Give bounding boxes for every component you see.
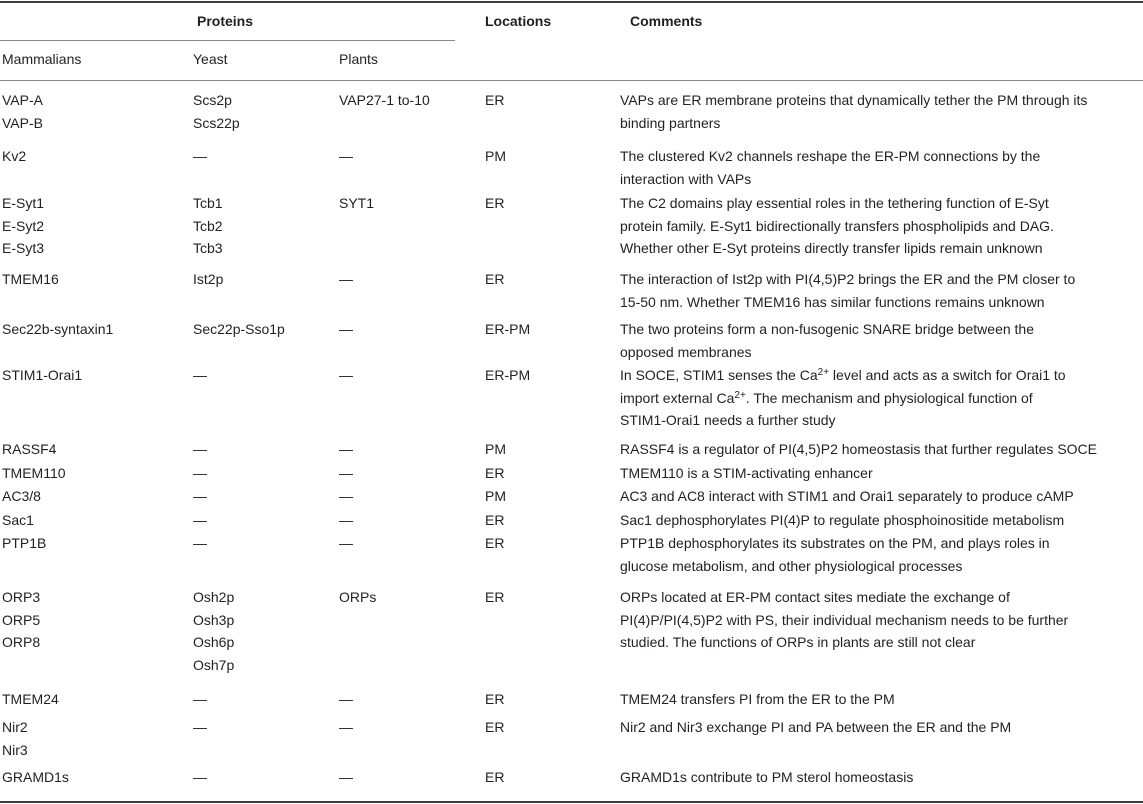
plants-cell-line: —	[339, 769, 353, 785]
comment-cell	[620, 586, 1135, 654]
location-cell: ER	[485, 589, 505, 605]
comment-cell	[620, 766, 1135, 789]
yeast-cell	[193, 688, 333, 711]
mammalian-cell-line: TMEM110	[2, 465, 66, 481]
comment-text: level and acts as a switch for Orai1 to	[829, 367, 1066, 383]
comment-line: Nir2 and Nir3 exchange PI and PA between the ER and the PM	[620, 719, 1012, 735]
mammalian-cell-line: VAP-A	[2, 92, 43, 108]
location-cell: PM	[485, 148, 506, 164]
comment-line: TMEM24 transfers PI from the ER to the PM	[620, 691, 895, 707]
yeast-cell-line: —	[193, 148, 207, 164]
plants-cell	[339, 438, 479, 461]
mammalian-cell-line: Sac1	[2, 512, 34, 528]
yeast-cell	[193, 766, 333, 789]
comment-cell	[620, 716, 1135, 739]
comment-cell	[620, 438, 1135, 461]
comment-cell	[620, 509, 1135, 532]
comment-cell	[620, 532, 1135, 577]
comment-line: VAPs are ER membrane proteins that dynamically tether the PM through its	[620, 92, 1088, 108]
plants-cell	[339, 586, 479, 609]
comment-cell	[620, 364, 1135, 432]
location-cell: ER-PM	[485, 367, 531, 383]
location-cell: ER	[485, 512, 505, 528]
mammalian-cell-line: TMEM16	[2, 271, 59, 287]
table-top-rule	[0, 1, 1143, 3]
comment-cell	[620, 462, 1135, 485]
comment-line: The interaction of Ist2p with PI(4,5)P2 brings the ER and the PM closer to	[620, 271, 1076, 287]
yeast-cell	[193, 364, 333, 387]
yeast-cell	[193, 89, 333, 134]
comment-line: PI(4)P/PI(4,5)P2 with PS, their individual mechanism needs to be further	[620, 611, 1069, 628]
mammalian-cell-line: TMEM24	[2, 691, 59, 707]
plants-cell-line: —	[339, 465, 353, 481]
mammalian-cell-line: ORP5	[2, 611, 41, 628]
mammalian-cell	[2, 89, 187, 134]
yeast-cell-line: Ist2p	[193, 271, 224, 287]
yeast-cell-line: Tcb1	[193, 195, 223, 211]
location-cell: ER	[485, 465, 505, 481]
yeast-cell-line: Sec22p-Sso1p	[193, 321, 285, 337]
plants-cell-line: —	[339, 488, 353, 504]
yeast-cell	[193, 532, 333, 555]
header-plants: Plants	[339, 51, 378, 67]
comment-line: 15-50 nm. Whether TMEM16 has similar functions remains unknown	[620, 293, 1045, 310]
mammalian-cell	[2, 509, 187, 532]
comment-line: studied. The functions of ORPs in plants are still not clear	[620, 634, 976, 650]
plants-cell-line: VAP27-1 to-10	[339, 92, 430, 108]
comment-cell	[620, 485, 1135, 508]
yeast-cell-line: Osh2p	[193, 589, 235, 605]
plants-cell	[339, 509, 479, 532]
comment-line: TMEM110 is a STIM-activating enhancer	[620, 465, 873, 481]
yeast-cell	[193, 586, 333, 676]
comment-cell	[620, 688, 1135, 711]
mammalian-cell-line: VAP-B	[2, 114, 43, 131]
plants-cell	[339, 364, 479, 387]
mammalian-cell	[2, 766, 187, 789]
location-cell: PM	[485, 488, 506, 504]
mammalian-cell	[2, 438, 187, 461]
mammalian-cell-line: Nir2	[2, 719, 28, 735]
comment-text: import external Ca	[620, 389, 735, 406]
comment-text: . The mechanism and physiological function of	[745, 389, 1033, 406]
header-yeast: Yeast	[193, 51, 228, 67]
location-cell: ER	[485, 92, 505, 108]
comment-cell	[620, 145, 1135, 190]
mammalian-cell-line: Nir3	[2, 741, 28, 758]
yeast-cell-line: —	[193, 691, 207, 707]
mammalian-cell-line: RASSF4	[2, 441, 57, 457]
comment-line: glucose metabolism, and other physiological processes	[620, 557, 963, 574]
yeast-cell-line: —	[193, 367, 207, 383]
plants-cell-line: —	[339, 535, 353, 551]
location-cell: ER	[485, 195, 505, 211]
yeast-cell-line: Tcb3	[193, 240, 223, 256]
yeast-cell	[193, 268, 333, 291]
mammalian-cell	[2, 145, 187, 168]
mammalian-cell	[2, 192, 187, 260]
comment-cell	[620, 89, 1135, 134]
comment-cell	[620, 268, 1135, 313]
comment-line	[620, 409, 1135, 432]
comment-line: The two proteins form a non-fusogenic SNARE bridge between the	[620, 321, 1035, 337]
plants-cell-line: —	[339, 148, 353, 164]
mammalian-cell-line: GRAMD1s	[2, 769, 69, 785]
comment-line: Sac1 dephosphorylates PI(4)P to regulate phosphoinositide metabolism	[620, 512, 1065, 528]
plants-cell	[339, 485, 479, 508]
comment-line: AC3 and AC8 interact with STIM1 and Orai1 separately to produce cAMP	[620, 488, 1074, 504]
mammalian-cell-line: STIM1-Orai1	[2, 367, 83, 383]
header-locations: Locations	[485, 13, 552, 29]
comment-line: The clustered Kv2 channels reshape the ER-PM connections by the	[620, 148, 1041, 164]
plants-cell-line: —	[339, 719, 353, 735]
yeast-cell-line: —	[193, 465, 207, 481]
mammalian-cell-line: ORP8	[2, 634, 41, 650]
comment-line	[620, 364, 1135, 387]
location-cell: ER	[485, 271, 505, 287]
plants-cell-line: —	[339, 271, 353, 287]
yeast-cell	[193, 145, 333, 168]
plants-cell	[339, 192, 479, 215]
comment-line: ORPs located at ER-PM contact sites mediate the exchange of	[620, 589, 1010, 605]
yeast-cell-line: Scs2p	[193, 92, 232, 108]
mammalian-cell	[2, 532, 187, 555]
plants-cell-line: —	[339, 691, 353, 707]
comment-line: protein family. E-Syt1 bidirectionally transfers phospholipids and DAG.	[620, 217, 1054, 234]
yeast-cell-line: Osh3p	[193, 611, 235, 628]
comment-line: GRAMD1s contribute to PM sterol homeostasis	[620, 769, 914, 785]
header-mammalians: Mammalians	[2, 51, 82, 67]
comment-cell	[620, 318, 1135, 363]
yeast-cell-line: —	[193, 441, 207, 457]
mammalian-cell-line: E-Syt3	[2, 240, 45, 256]
mammalian-cell	[2, 716, 187, 761]
yeast-cell-line: —	[193, 512, 207, 528]
yeast-cell-line: —	[193, 488, 207, 504]
mammalian-cell-line: E-Syt1	[2, 195, 45, 211]
yeast-cell-line: Osh7p	[193, 656, 235, 673]
plants-cell	[339, 89, 479, 112]
comment-line: interaction with VAPs	[620, 170, 752, 187]
plants-cell-line: ORPs	[339, 589, 377, 605]
comment-line: opposed membranes	[620, 343, 752, 360]
plants-cell	[339, 688, 479, 711]
location-cell: ER-PM	[485, 321, 531, 337]
yeast-cell-line: —	[193, 535, 207, 551]
mammalian-cell-line: PTP1B	[2, 535, 47, 551]
yeast-cell	[193, 318, 333, 341]
plants-cell-line: —	[339, 367, 353, 383]
yeast-cell-line: —	[193, 769, 207, 785]
yeast-cell-line: Osh6p	[193, 634, 235, 650]
plants-cell	[339, 462, 479, 485]
comment-text: STIM1-Orai1 needs a further study	[620, 412, 836, 428]
comment-line	[620, 387, 1135, 410]
location-cell: ER	[485, 691, 505, 707]
yeast-cell	[193, 509, 333, 532]
plants-cell	[339, 318, 479, 341]
location-cell: ER	[485, 769, 505, 785]
mammalian-cell	[2, 268, 187, 291]
yeast-cell-line: Scs22p	[193, 114, 240, 131]
plants-cell-line: —	[339, 512, 353, 528]
plants-cell	[339, 766, 479, 789]
comment-line: RASSF4 is a regulator of PI(4,5)P2 homeostasis that further regulates SOCE	[620, 441, 1097, 457]
mammalian-cell	[2, 462, 187, 485]
yeast-cell	[193, 462, 333, 485]
mammalian-cell	[2, 586, 187, 654]
plants-cell-line: SYT1	[339, 195, 375, 211]
mammalian-cell-line: E-Syt2	[2, 217, 45, 234]
comment-text: In SOCE, STIM1 senses the Ca	[620, 367, 818, 383]
comment-line: Whether other E-Syt proteins directly transfer lipids remain unknown	[620, 240, 1043, 256]
plants-cell	[339, 716, 479, 739]
comment-cell	[620, 192, 1135, 260]
comment-line: binding partners	[620, 114, 721, 131]
mammalian-cell-line: ORP3	[2, 589, 41, 605]
comment-line: The C2 domains play essential roles in the tethering function of E-Syt	[620, 195, 1049, 211]
yeast-cell	[193, 192, 333, 260]
plants-cell	[339, 268, 479, 291]
proteins-group-rule	[0, 40, 455, 41]
header-proteins: Proteins	[197, 13, 254, 29]
yeast-cell-line: Tcb2	[193, 217, 223, 234]
location-cell: PM	[485, 441, 506, 457]
superscript-charge: 2+	[817, 367, 830, 378]
comment-line: PTP1B dephosphorylates its substrates on the PM, and plays roles in	[620, 535, 1050, 551]
plants-cell	[339, 532, 479, 555]
location-cell: ER	[485, 719, 505, 735]
mammalian-cell-line: AC3/8	[2, 488, 41, 504]
mammalian-cell-line: Sec22b-syntaxin1	[2, 321, 114, 337]
location-cell: ER	[485, 535, 505, 551]
table-bottom-rule	[0, 801, 1143, 803]
yeast-cell	[193, 438, 333, 461]
mammalian-cell	[2, 364, 187, 387]
header-bottom-rule	[0, 80, 1143, 81]
superscript-charge: 2+	[734, 389, 746, 401]
yeast-cell	[193, 716, 333, 739]
mammalian-cell-line: Kv2	[2, 148, 27, 164]
plants-cell-line: —	[339, 321, 353, 337]
yeast-cell-line: —	[193, 719, 207, 735]
plants-cell-line: —	[339, 441, 353, 457]
header-comments: Comments	[630, 13, 703, 29]
mammalian-cell	[2, 318, 187, 341]
mammalian-cell	[2, 485, 187, 508]
yeast-cell	[193, 485, 333, 508]
plants-cell	[339, 145, 479, 168]
mammalian-cell	[2, 688, 187, 711]
